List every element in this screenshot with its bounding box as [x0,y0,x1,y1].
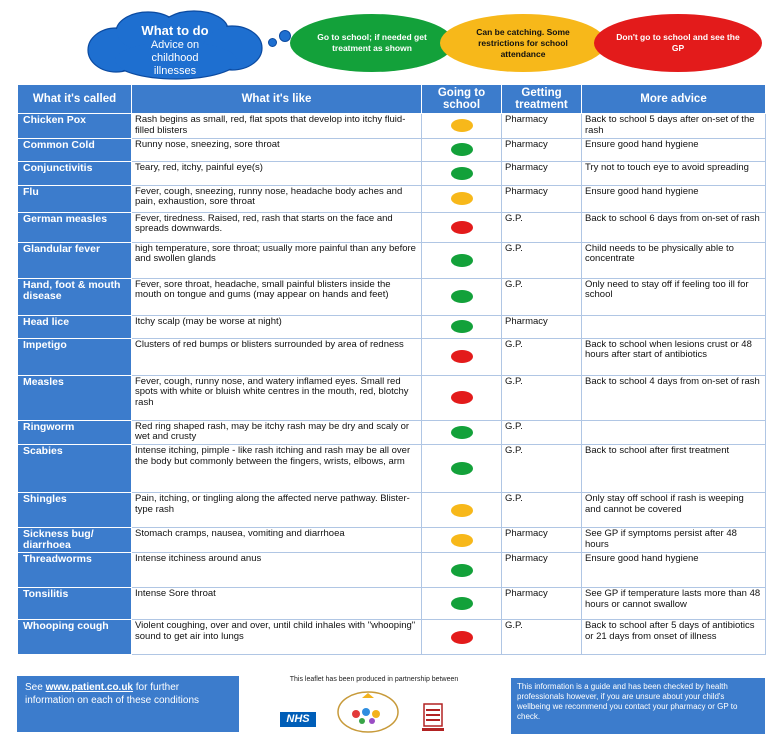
illness-description: Fever, sore throat, headache, small painful blisters inside the mouth on tongue and gums (may appear on hands and feet) [132,278,422,315]
school-status-cell [422,338,502,375]
legend-red-text: Don't go to school and see the GP [616,32,740,53]
treatment-cell: G.P. [502,338,582,375]
col-header-treatment: Getting treatment [502,85,582,114]
partnership-area [240,676,508,736]
illness-name: Impetigo [18,338,132,375]
illness-name: Flu [18,185,132,212]
illness-name: Scabies [18,445,132,493]
status-traffic-light-icon [451,564,473,577]
illness-description: Rash begins as small, red, flat spots that develop into itchy fluid-filled blisters [132,114,422,139]
table-row [18,420,766,445]
table-row [18,161,766,185]
treatment-cell: G.P. [502,420,582,445]
disclaimer-box: This information is a guide and has been checked by health professionals however, if you are unsure about your child's wellbeing we recommend you contact your pharmacy or GP to check. [511,678,765,734]
illness-name: Sickness bug/ diarrhoea [18,528,132,553]
advice-cell: Ensure good hand hygiene [582,185,766,212]
illness-name: Chicken Pox [18,114,132,139]
illness-name: Measles [18,375,132,420]
advice-cell [582,420,766,445]
illness-description: Fever, cough, sneezing, runny nose, headache body aches and pain, exhaustion, sore throat [132,185,422,212]
advice-cell: Child needs to be physically able to concentrate [582,242,766,278]
illness-description: Intense itchiness around anus [132,553,422,588]
illness-name: Hand, foot & mouth disease [18,278,132,315]
status-traffic-light-icon [451,254,473,267]
table-row [18,212,766,242]
school-status-cell [422,278,502,315]
table-row [18,375,766,420]
school-status-cell [422,212,502,242]
illness-description: Fever, cough, runny nose, and watery inflamed eyes. Small red spots with white or bluish white centres in the mouth, red, blotchy rash [132,375,422,420]
legend-amber-text: Can be catching. Some restrictions for school attendance [476,26,570,59]
table-row [18,588,766,620]
status-traffic-light-icon [451,534,473,547]
col-header-like: What it's like [132,85,422,114]
status-traffic-light-icon [451,221,473,234]
table-row [18,528,766,553]
legend-red [594,14,762,72]
table-row [18,185,766,212]
school-status-cell [422,138,502,161]
school-status-cell [422,588,502,620]
table-row [18,338,766,375]
status-traffic-light-icon [451,350,473,363]
illness-name: Ringworm [18,420,132,445]
school-status-cell [422,114,502,139]
treatment-cell: Pharmacy [502,588,582,620]
school-status-cell [422,493,502,528]
illness-name: Common Cold [18,138,132,161]
legend-amber [440,14,606,72]
cloud-subtitle: Advice on childhood illnesses [150,39,200,77]
table-row [18,620,766,655]
illness-description: Fever, tiredness. Raised, red, rash that starts on the face and spreads downwards. [132,212,422,242]
status-traffic-light-icon [451,504,473,517]
status-traffic-light-icon [451,119,473,132]
treatment-cell: G.P. [502,212,582,242]
status-traffic-light-icon [451,320,473,333]
status-traffic-light-icon [451,462,473,475]
school-status-cell [422,185,502,212]
illness-description: Itchy scalp (may be worse at night) [132,315,422,338]
table-row [18,114,766,139]
advice-cell: See GP if symptoms persist after 48 hours [582,528,766,553]
illness-name: Whooping cough [18,620,132,655]
status-traffic-light-icon [451,167,473,180]
school-status-cell [422,420,502,445]
table-row [18,315,766,338]
school-status-cell [422,553,502,588]
treatment-cell: G.P. [502,242,582,278]
illness-table [17,84,766,655]
illness-description: Red ring shaped rash, may be itchy rash may be dry and scaly or wet and crusty [132,420,422,445]
col-header-advice: More advice [582,85,766,114]
advice-cell: Back to school after 5 days of antibiotics or 21 days from onset of illness [582,620,766,655]
status-traffic-light-icon [451,597,473,610]
advice-cell: Only stay off school if rash is weeping and cannot be covered [582,493,766,528]
school-status-cell [422,528,502,553]
treatment-cell: G.P. [502,493,582,528]
children-centre-logo [336,690,400,734]
partnership-text: This leaflet has been produced in partnership between [289,676,459,683]
advice-cell: Back to school 5 days after on-set of the rash [582,114,766,139]
treatment-cell: G.P. [502,445,582,493]
treatment-cell: Pharmacy [502,114,582,139]
patient-link[interactable]: www.patient.co.uk [45,682,133,693]
treatment-cell: G.P. [502,375,582,420]
school-status-cell [422,620,502,655]
status-traffic-light-icon [451,631,473,644]
advice-cell: Back to school after first treatment [582,445,766,493]
status-traffic-light-icon [451,391,473,404]
school-status-cell [422,315,502,338]
table-row [18,278,766,315]
illness-name: Glandular fever [18,242,132,278]
council-crest-logo [416,700,450,734]
illness-description: Pain, itching, or tingling along the affected nerve pathway. Blister-type rash [132,493,422,528]
table-header-row [18,85,766,114]
table-row [18,553,766,588]
advice-cell: Ensure good hand hygiene [582,553,766,588]
col-header-called: What it's called [18,85,132,114]
legend-green-text: Go to school; if needed get treatment as shown [317,32,427,53]
advice-cell: Try not to touch eye to avoid spreading [582,161,766,185]
advice-cell: Back to school 6 days from on-set of rash [582,212,766,242]
treatment-cell: Pharmacy [502,185,582,212]
thought-bubble-small [268,38,277,47]
illness-description: Violent coughing, over and over, until child inhales with "whooping" sound to get air into lungs [132,620,422,655]
status-traffic-light-icon [451,192,473,205]
illness-name: Conjunctivitis [18,161,132,185]
legend-green [290,14,454,72]
title-cloud [86,10,264,80]
school-status-cell [422,445,502,493]
cloud-title: What to do [141,23,209,38]
school-status-cell [422,161,502,185]
treatment-cell: Pharmacy [502,138,582,161]
advice-cell: Back to school when lesions crust or 48 hours after start of antibiotics [582,338,766,375]
footer-prefix: See [25,682,46,693]
school-status-cell [422,375,502,420]
footer-info-box [17,676,239,732]
illness-description: Teary, red, itchy, painful eye(s) [132,161,422,185]
school-status-cell [422,242,502,278]
col-header-school: Going to school [422,85,502,114]
illness-description: high temperature, sore throat; usually more painful than any before and swollen glands [132,242,422,278]
treatment-cell: Pharmacy [502,315,582,338]
advice-cell: Back to school 4 days from on-set of rash [582,375,766,420]
footer-suffix: for further information on each of these conditions [25,682,199,706]
status-traffic-light-icon [451,290,473,303]
illness-description: Intense itching, pimple - like rash itching and rash may be all over the body but commonly between the fingers, wrists, elbows, arm [132,445,422,493]
illness-name: Tonsilitis [18,588,132,620]
table-row [18,138,766,161]
illness-name: Head lice [18,315,132,338]
advice-cell: Only need to stay off if feeling too ill for school [582,278,766,315]
advice-cell: Ensure good hand hygiene [582,138,766,161]
treatment-cell: Pharmacy [502,528,582,553]
nhs-logo: NHS [280,712,316,727]
illness-name: Shingles [18,493,132,528]
treatment-cell: G.P. [502,620,582,655]
illness-name: Threadworms [18,553,132,588]
illness-description: Runny nose, sneezing, sore throat [132,138,422,161]
table-row [18,445,766,493]
treatment-cell: Pharmacy [502,161,582,185]
treatment-cell: Pharmacy [502,553,582,588]
illness-description: Intense Sore throat [132,588,422,620]
table-row [18,242,766,278]
status-traffic-light-icon [451,426,473,439]
status-traffic-light-icon [451,143,473,156]
advice-cell [582,315,766,338]
treatment-cell: G.P. [502,278,582,315]
illness-description: Clusters of red bumps or blisters surrounded by area of redness [132,338,422,375]
table-row [18,493,766,528]
illness-description: Stomach cramps, nausea, vomiting and diarrhoea [132,528,422,553]
advice-cell: See GP if temperature lasts more than 48 hours or cannot swallow [582,588,766,620]
illness-name: German measles [18,212,132,242]
